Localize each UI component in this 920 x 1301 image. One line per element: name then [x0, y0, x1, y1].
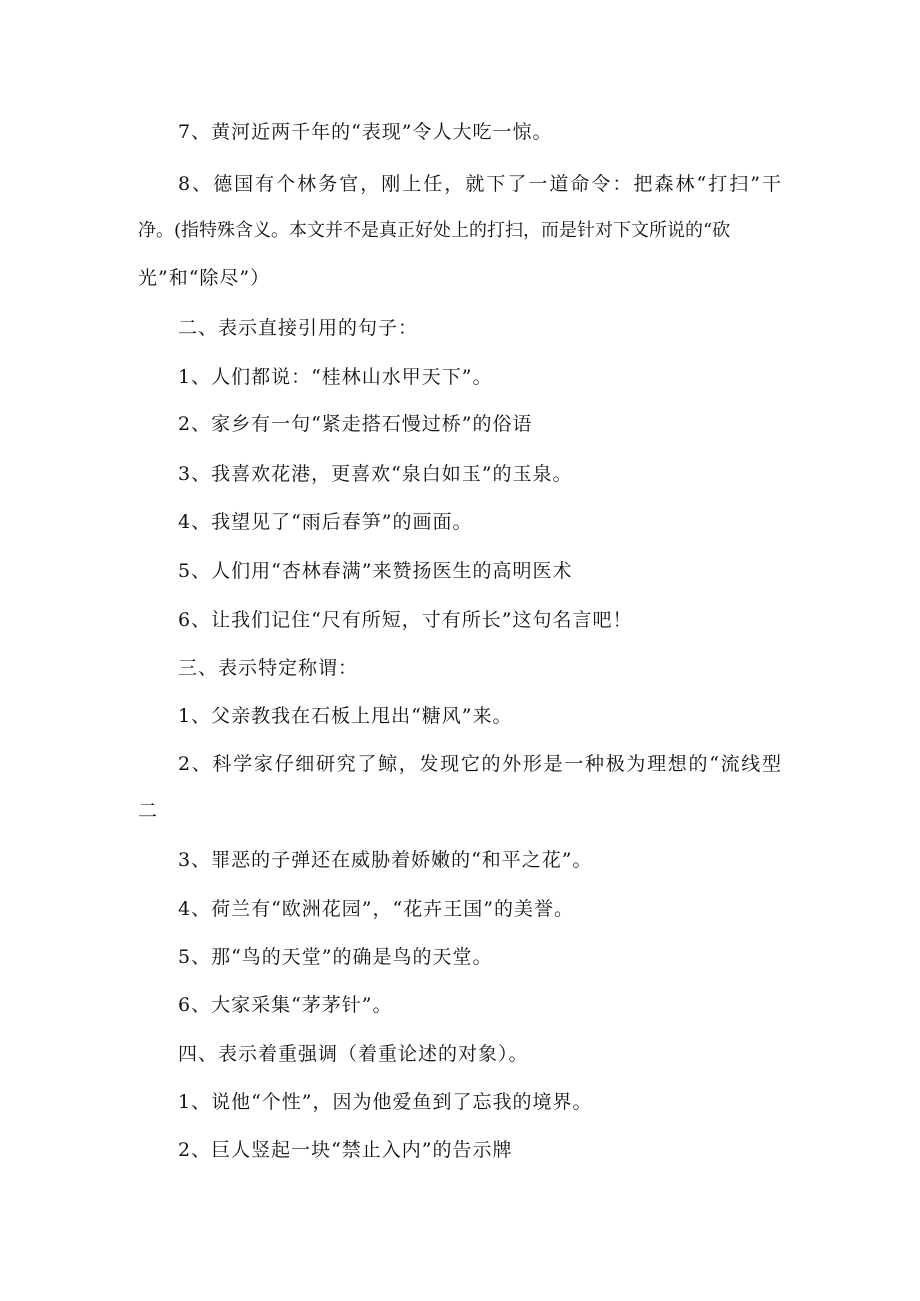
text-line: 4、荷兰有“欧洲花园”，“花卉王国”的美誉。 — [178, 898, 574, 920]
text-line: 3、我喜欢花港，更喜欢“泉白如玉”的玉泉。 — [178, 463, 573, 485]
text-line: 5、那“鸟的天堂”的确是鸟的天堂。 — [178, 946, 493, 968]
section-heading: 二、表示直接引用的句子： — [178, 317, 419, 339]
text-line: 2、家乡有一句“紧走搭石慢过桥”的俗语 — [178, 413, 533, 435]
text-line: 7、黄河近两千年的“表现”令人大吃一惊。 — [178, 121, 553, 143]
text-line: 3、罪恶的子弹还在威胁着娇嫩的“和平之花”。 — [178, 849, 593, 871]
text-line: 2、科学家仔细研究了鲸，发现它的外形是一种极为理想的“流线型 — [178, 753, 782, 775]
section-heading: 三、表示特定称谓： — [178, 657, 359, 679]
text-line: 1、说他“个性”，因为他爱鱼到了忘我的境界。 — [178, 1091, 593, 1113]
text-line: 净。(指特殊含义。本文并不是真正好处上的打扫，而是针对下文所说的“砍 — [138, 220, 731, 241]
section-heading: 四、表示着重强调（着重论述的对象）。 — [178, 1043, 529, 1065]
text-line: 二 — [138, 800, 159, 822]
text-line: 1、人们都说：“桂林山水甲天下”。 — [178, 366, 493, 388]
text-line: 4、我望见了“雨后春笋”的画面。 — [178, 511, 473, 533]
text-line: 6、大家采集“茅茅针”。 — [178, 994, 393, 1016]
text-line: 光”和“除尽”） — [138, 267, 271, 289]
text-line: 2、巨人竖起一块“禁止入内”的告示牌 — [178, 1139, 513, 1161]
text-line: 5、人们用“杏林春满”来赞扬医生的高明医术 — [178, 560, 573, 582]
text-line: 1、父亲教我在石板上甩出“糖风”来。 — [178, 705, 513, 727]
text-line: 6、让我们记住“尺有所短，寸有所长”这句名言吧！ — [178, 609, 633, 631]
text-line: 8、德国有个林务官，刚上任，就下了一道命令：把森林“打扫”干 — [178, 173, 782, 195]
